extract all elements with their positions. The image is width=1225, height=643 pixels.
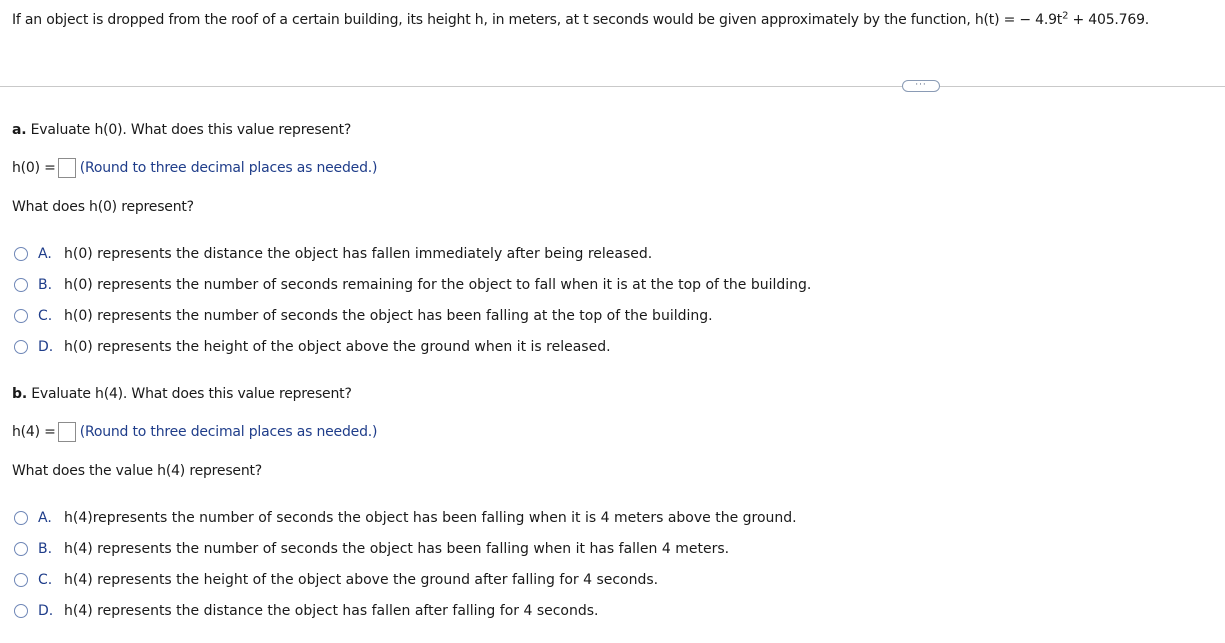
part-a-answer-label: h(0) =	[12, 160, 56, 176]
exponent: 2	[1062, 10, 1069, 22]
part-b-option-d[interactable]	[14, 603, 599, 619]
more-options-button[interactable]: ···	[902, 80, 940, 92]
option-letter: C.	[38, 308, 53, 324]
radio-button[interactable]	[14, 247, 28, 261]
question-intro-end: + 405.769.	[1068, 12, 1150, 28]
part-a-prompt	[12, 122, 351, 138]
option-text: h(0) represents the number of seconds remaining for the object to fall when it is at the top of the building.	[64, 277, 812, 293]
radio-button[interactable]	[14, 309, 28, 323]
part-a-answer-input[interactable]	[58, 158, 76, 178]
radio-button[interactable]	[14, 340, 28, 354]
part-b-answer-label: h(4) =	[12, 424, 56, 440]
option-letter: A.	[38, 510, 52, 526]
part-a-hint: (Round to three decimal places as needed.)	[79, 160, 378, 176]
part-a-option-d[interactable]	[14, 339, 611, 355]
part-b-label: b.	[12, 386, 27, 402]
part-b-sub-question: What does the value h(4) represent?	[12, 463, 263, 479]
radio-button[interactable]	[14, 573, 28, 587]
part-a-option-b[interactable]	[14, 277, 811, 293]
option-text: h(0) represents the number of seconds the object has been falling at the top of the building.	[64, 308, 713, 324]
part-b-answer-input[interactable]	[58, 422, 76, 442]
option-text: h(4)represents the number of seconds the object has been falling when it is 4 meters above the ground.	[64, 510, 797, 526]
part-b-option-c[interactable]	[14, 572, 658, 588]
part-a-label: a.	[12, 122, 27, 138]
option-letter: A.	[38, 246, 52, 262]
radio-button[interactable]	[14, 511, 28, 525]
part-a-option-c[interactable]	[14, 308, 713, 324]
part-a-answer-row	[12, 158, 377, 178]
part-b-answer-row	[12, 422, 377, 442]
part-b-option-b[interactable]	[14, 541, 729, 557]
radio-button[interactable]	[14, 604, 28, 618]
option-letter: B.	[38, 277, 53, 293]
option-letter: D.	[38, 339, 54, 355]
part-b-hint: (Round to three decimal places as needed.)	[79, 424, 378, 440]
part-a-sub-question: What does h(0) represent?	[12, 199, 194, 215]
option-text: h(4) represents the height of the object above the ground after falling for 4 seconds.	[64, 572, 659, 588]
part-a-prompt-text: Evaluate h(0). What does this value represent?	[30, 122, 352, 138]
part-a-option-a[interactable]	[14, 246, 652, 262]
part-b-prompt-text: Evaluate h(4). What does this value represent?	[31, 386, 352, 402]
option-text: h(0) represents the distance the object has fallen immediately after being released.	[64, 246, 653, 262]
option-text: h(4) represents the number of seconds the object has been falling when it has fallen 4 meters.	[64, 541, 730, 557]
question-intro	[12, 12, 1149, 28]
option-text: h(4) represents the distance the object has fallen after falling for 4 seconds.	[64, 603, 599, 619]
radio-button[interactable]	[14, 542, 28, 556]
part-b-prompt	[12, 386, 352, 402]
option-letter: C.	[38, 572, 53, 588]
part-b-option-a[interactable]	[14, 510, 797, 526]
option-letter: B.	[38, 541, 53, 557]
option-letter: D.	[38, 603, 54, 619]
option-text: h(0) represents the height of the object above the ground when it is released.	[64, 339, 611, 355]
section-divider	[0, 86, 1225, 87]
radio-button[interactable]	[14, 278, 28, 292]
question-intro-text: If an object is dropped from the roof of a certain building, its height h, in meters, at t seconds would be given approximately by the function, h(t) = − 4.9t	[12, 12, 1063, 28]
